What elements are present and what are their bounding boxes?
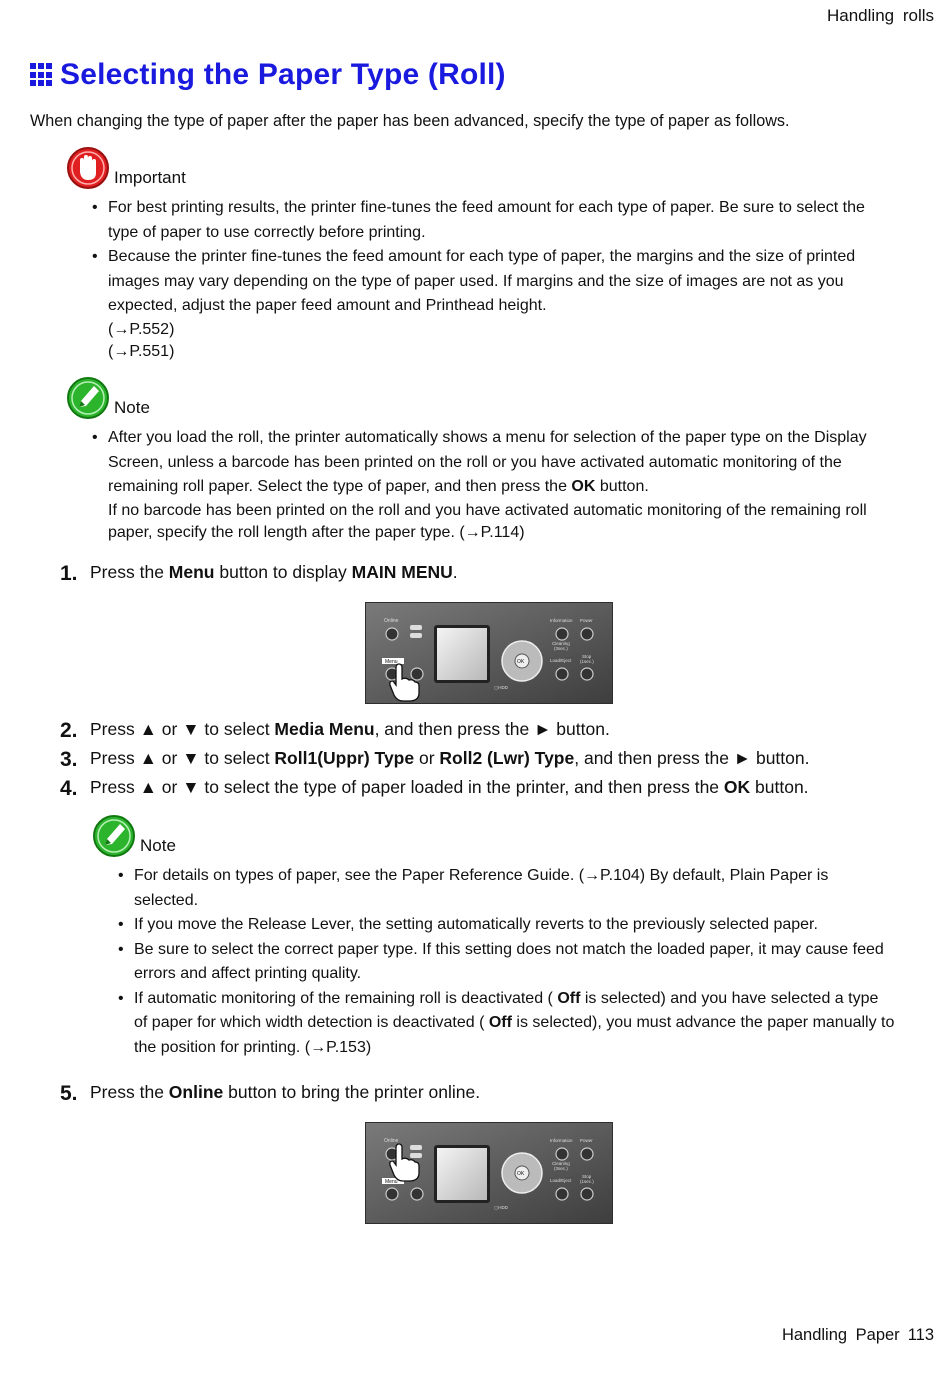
note-label: Note	[140, 836, 176, 855]
list-item: • If automatic monitoring of the remaining roll is deactivated ( Off is selected) and you have selected a type of paper for which width detection is deactivated ( Off is selected), you must advance the paper manually to the position for printing. (→P.153)	[112, 987, 896, 1061]
note-continuation: If no barcode has been printed on the roll and you have activated automatic monitoring of the remaining roll paper, specify the roll length after the paper type. (→P.114)	[108, 501, 867, 541]
list-item: • Be sure to select the correct paper type. If this setting does not match the loaded paper, it may cause feed errors and affect printing quality.	[112, 938, 896, 987]
running-header: Handling rolls	[827, 6, 934, 25]
svg-text:Load/Eject: Load/Eject	[550, 1178, 572, 1183]
list-item: • For details on types of paper, see the Paper Reference Guide. (→P.104) By default, Plain Paper is selected.	[112, 864, 896, 913]
important-header	[66, 146, 896, 190]
important-list	[86, 196, 896, 363]
control-panel-illustration	[366, 1123, 612, 1223]
svg-text:Cleaning: Cleaning	[552, 1161, 570, 1166]
list-item: • For best printing results, the printer fine-tunes the feed amount for each type of paper. Be sure to select the type of paper to use correctly before printing.	[86, 196, 896, 245]
note-header	[66, 376, 896, 420]
svg-text:▢HDD: ▢HDD	[494, 1205, 509, 1210]
pencil-icon	[92, 814, 136, 858]
pencil-icon	[66, 376, 110, 420]
control-panel-image	[365, 602, 613, 704]
control-panel-image	[365, 1122, 613, 1224]
step-1	[60, 562, 458, 586]
svg-text:(1sec.): (1sec.)	[580, 1179, 594, 1184]
running-footer	[782, 1326, 934, 1345]
svg-text:Load/Eject: Load/Eject	[550, 658, 572, 663]
note-header	[92, 814, 896, 858]
svg-text:OK: OK	[517, 1171, 525, 1177]
panel-menu-label: Menu	[385, 659, 398, 665]
title-row	[30, 58, 506, 92]
svg-text:▢HDD: ▢HDD	[494, 685, 509, 690]
svg-text:Menu: Menu	[385, 1179, 398, 1185]
footer-section: Handling Paper	[781, 1326, 900, 1344]
list-item: • Because the printer fine-tunes the feed amount for each type of paper, the margins and the size of printed images may vary depending on the type of paper used. If margins and the size of images are not as you expected, adjust the paper feed amount and Printhead height. (→P.552) (→P.551)	[86, 245, 896, 363]
note-list	[86, 426, 896, 544]
step-3	[60, 748, 810, 772]
step-text: Press ▲ or ▼ to select Roll1(Uppr) Type or Roll2 (Lwr) Type, and then press the ► button.	[90, 748, 810, 768]
step-number: 3.	[60, 748, 78, 771]
step-4	[60, 777, 809, 801]
note-callout	[66, 376, 896, 544]
grid-icon	[30, 63, 54, 87]
intro-text: When changing the type of paper after the paper has been advanced, specify the type of paper as follows.	[30, 112, 790, 130]
note-label: Note	[114, 398, 150, 417]
svg-text:Cleaning: Cleaning	[552, 641, 570, 646]
svg-text:Power: Power	[580, 618, 593, 623]
important-label: Important	[114, 168, 186, 187]
important-callout	[66, 146, 896, 363]
step-text: Press the Menu button to display MAIN MENU.	[90, 562, 458, 582]
svg-text:Power: Power	[580, 1138, 593, 1143]
svg-text:(3sec.): (3sec.)	[554, 646, 568, 651]
panel-ok-label: OK	[517, 659, 525, 665]
step-text: Press ▲ or ▼ to select the type of paper loaded in the printer, and then press the OK button.	[90, 777, 809, 797]
control-panel-illustration	[366, 603, 612, 703]
note-list	[112, 864, 896, 1060]
svg-text:Stop: Stop	[582, 1174, 592, 1179]
svg-text:(1sec.): (1sec.)	[580, 659, 594, 664]
svg-text:Information: Information	[550, 1138, 573, 1143]
page-reference[interactable]: (→P.552)	[108, 320, 175, 338]
list-item: • If you move the Release Lever, the setting automatically reverts to the previously selected paper.	[112, 913, 896, 938]
svg-text:Stop: Stop	[582, 654, 592, 659]
step-text: Press the Online button to bring the printer online.	[90, 1082, 481, 1102]
svg-text:Information: Information	[550, 618, 573, 623]
note-callout-2	[92, 814, 896, 1060]
step-2	[60, 719, 610, 743]
page-number: 113	[907, 1326, 934, 1344]
svg-text:(3sec.): (3sec.)	[554, 1166, 568, 1171]
svg-text:Online: Online	[384, 1138, 399, 1144]
step-5	[60, 1082, 480, 1106]
step-number: 2.	[60, 719, 78, 742]
list-item: • After you load the roll, the printer automatically shows a menu for selection of the paper type on the Display Screen, unless a barcode has been printed on the roll or you have activated automatic monitoring of the remaining roll paper. Select the type of paper, and then press the OK button. If no barcode has been printed on the roll and you have activated automatic monitoring of the remaining roll paper, specify the roll length after the paper type. (→P.114)	[86, 426, 896, 544]
page-title: Selecting the Paper Type (Roll)	[60, 58, 506, 91]
stop-hand-icon	[66, 146, 110, 190]
step-number: 4.	[60, 777, 78, 800]
step-number: 1.	[60, 562, 78, 585]
panel-online-label: Online	[384, 618, 399, 624]
step-text: Press ▲ or ▼ to select Media Menu, and then press the ► button.	[90, 719, 610, 739]
step-number: 5.	[60, 1082, 78, 1105]
page-reference[interactable]: (→P.551)	[108, 342, 175, 360]
